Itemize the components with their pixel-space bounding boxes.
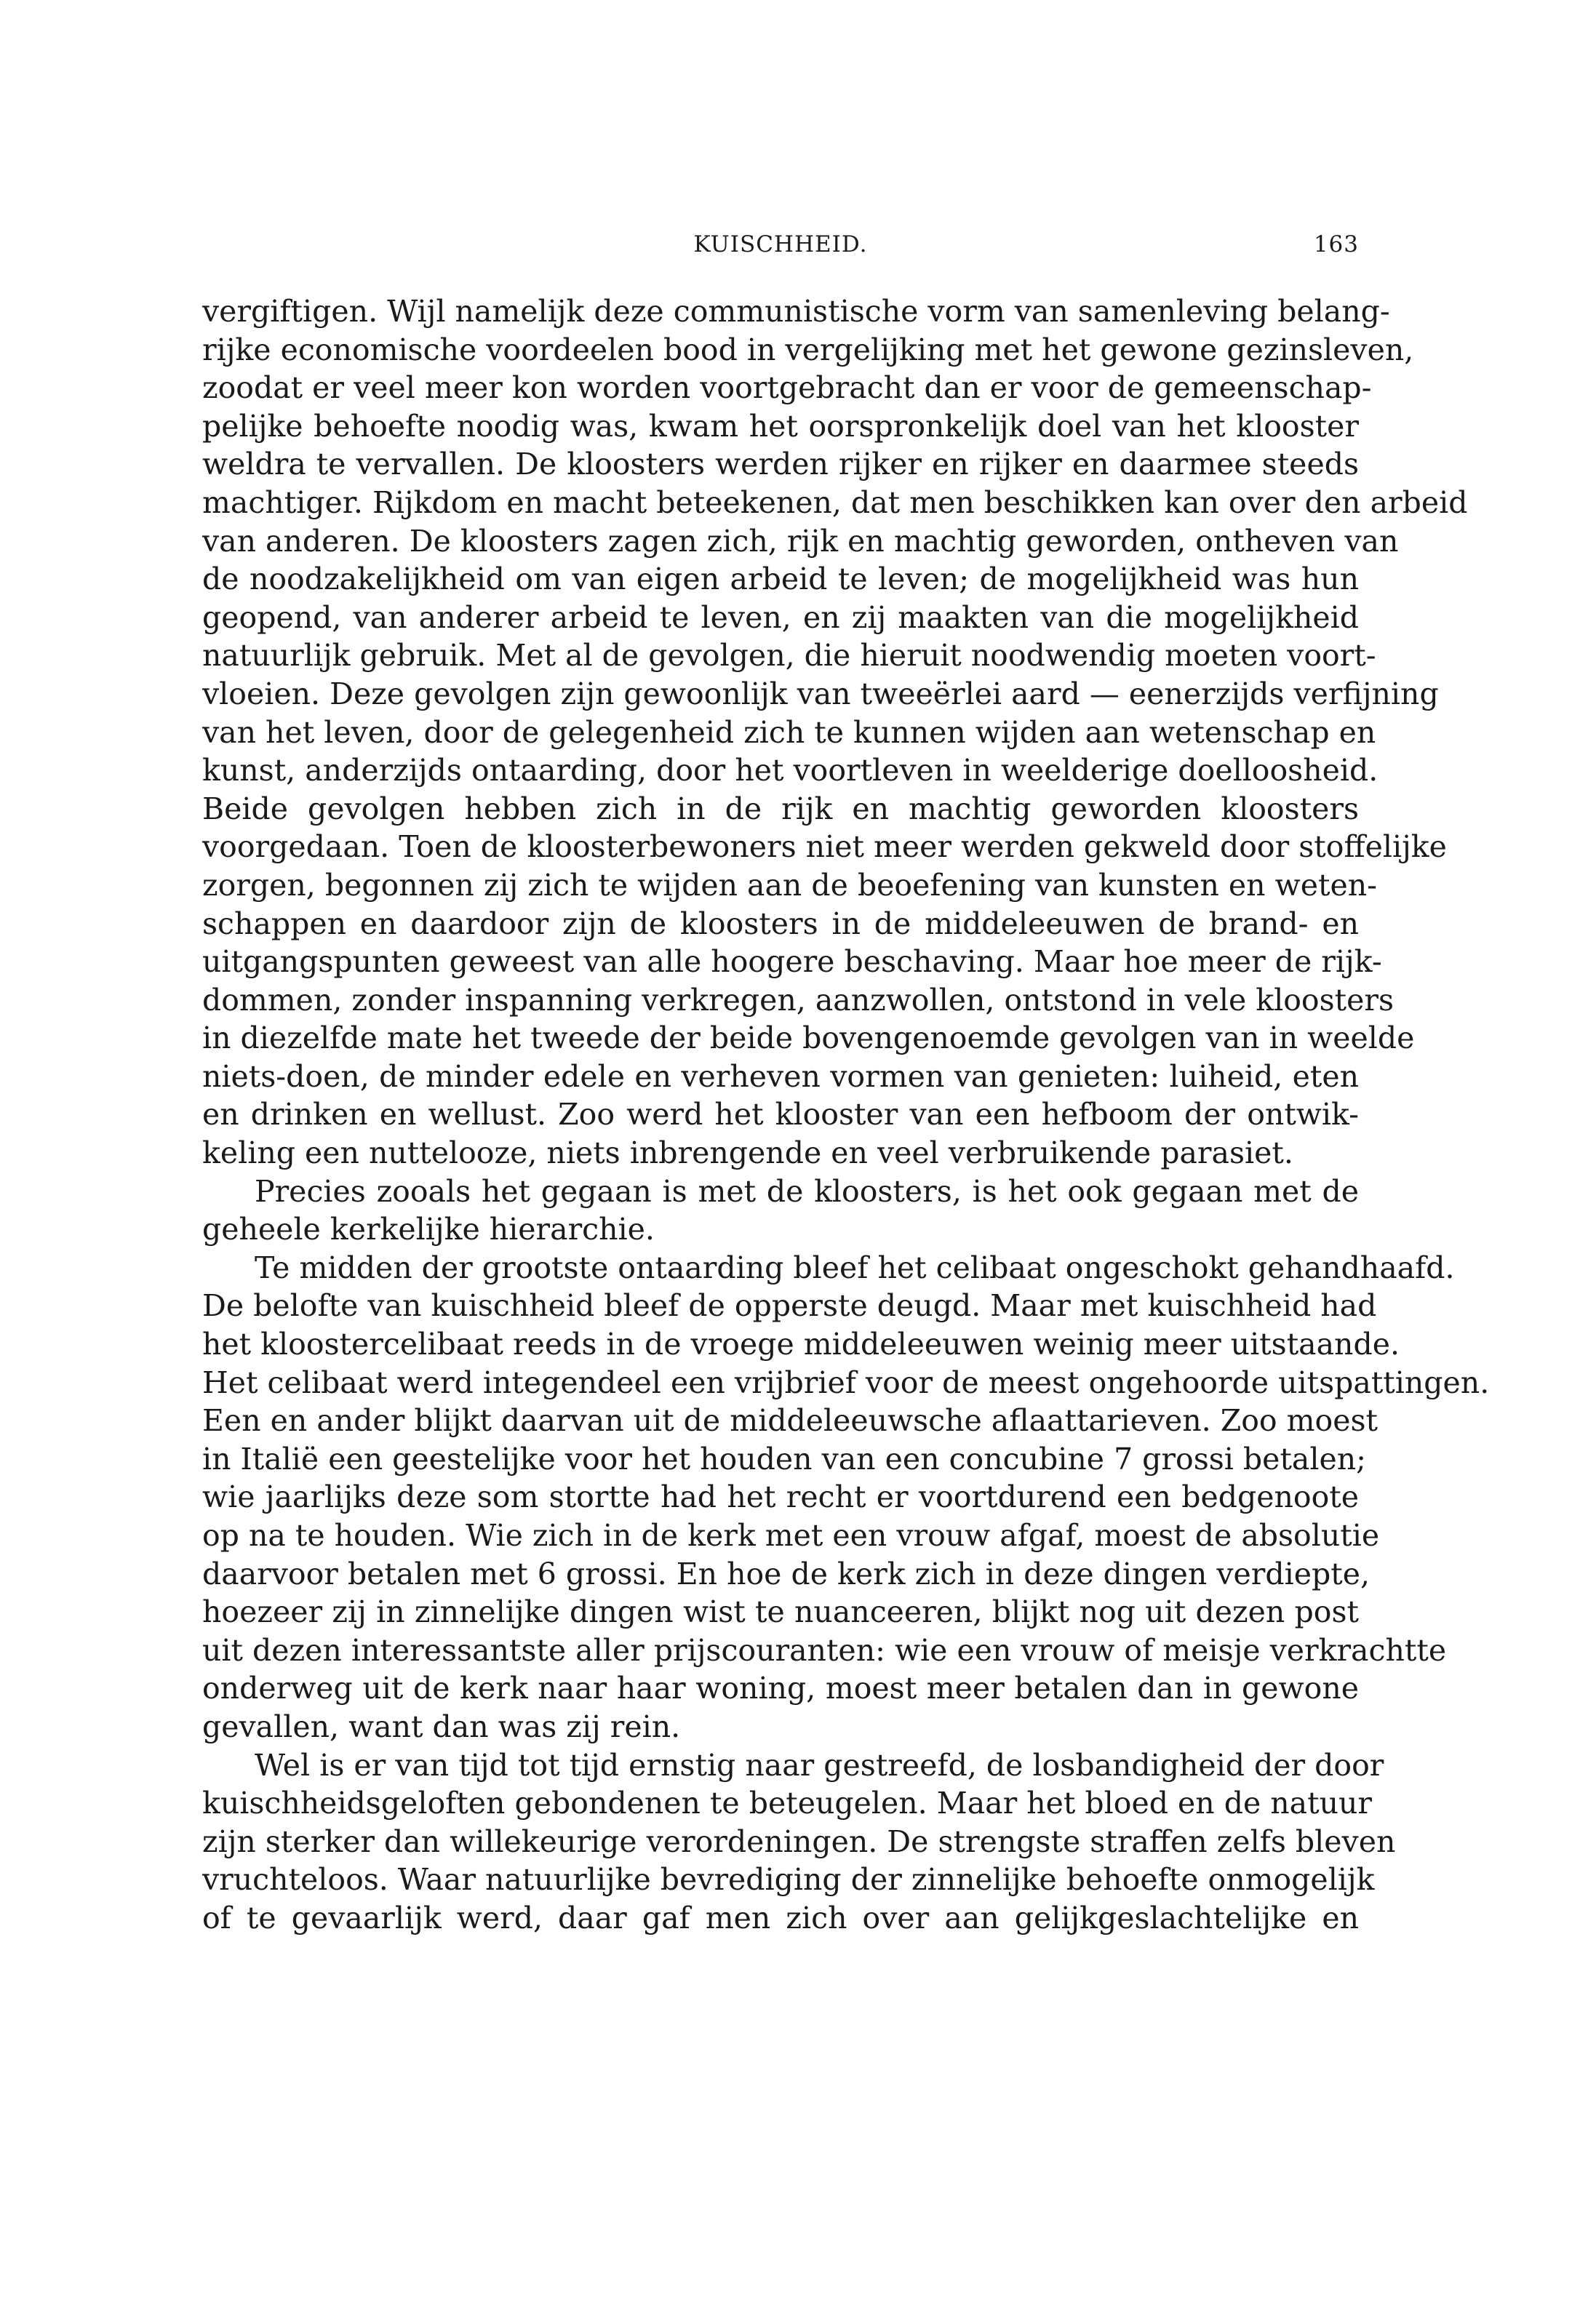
text-line: zijn sterker dan willekeurige verordeningen. De strengste straffen zelfs bleven bbox=[202, 1823, 1396, 1859]
text-line: uit dezen interessantste aller prijscouranten: wie een vrouw of meisje verkrachtte bbox=[202, 1632, 1447, 1668]
text-line: vloeien. Deze gevolgen zijn gewoonlijk van tweeërlei aard — eenerzijds verfijning bbox=[202, 676, 1439, 711]
text-line: wie jaarlijks deze som stortte had het recht er voortdurend een bedgenoote bbox=[202, 1479, 1359, 1515]
text-line: Beide gevolgen hebben zich in de rijk en machtig geworden kloosters bbox=[202, 791, 1359, 826]
text-line: of te gevaarlijk werd, daar gaf men zich over aan gelijkgeslachtelijke en bbox=[202, 1900, 1359, 1936]
text-line: pelijke behoefte noodig was, kwam het oorspronkelijk doel van het klooster bbox=[202, 408, 1359, 444]
text-line: uitgangspunten geweest van alle hoogere beschaving. Maar hoe meer de rijk- bbox=[202, 944, 1382, 980]
running-head bbox=[202, 231, 1359, 268]
text-line: niets-doen, de minder edele en verheven vormen van genieten: luiheid, eten bbox=[202, 1058, 1359, 1094]
text-line: natuurlijk gebruik. Met al de gevolgen, die hieruit noodwendig moeten voort- bbox=[202, 638, 1376, 674]
text-line: geheele kerkelijke hierarchie. bbox=[202, 1212, 655, 1247]
text-line: op na te houden. Wie zich in de kerk met een vrouw afgaf, moest de absolutie bbox=[202, 1518, 1380, 1553]
text-line: dommen, zonder inspanning verkregen, aanzwollen, ontstond in vele kloosters bbox=[202, 982, 1394, 1018]
running-title: KUISCHHEID. bbox=[693, 231, 868, 257]
text-line: rijke economische voordeelen bood in vergelijking met het gewone gezinsleven, bbox=[202, 332, 1414, 367]
text-line: in Italië een geestelijke voor het houden van een concubine 7 grossi betalen; bbox=[202, 1441, 1366, 1477]
text-line: kuischheidsgeloften gebondenen te beteugelen. Maar het bloed en de natuur bbox=[202, 1786, 1372, 1821]
text-line: daarvoor betalen met 6 grossi. En hoe de kerk zich in deze dingen verdiepte, bbox=[202, 1556, 1370, 1591]
page-number: 163 bbox=[1313, 231, 1359, 257]
text-line: De belofte van kuischheid bleef de opperste deugd. Maar met kuischheid had bbox=[202, 1288, 1377, 1324]
text-line: kunst, anderzijds ontaarding, door het voortleven in weelderige doelloosheid. bbox=[202, 753, 1378, 788]
text-line: in diezelfde mate het tweede der beide bovengenoemde gevolgen van in weelde bbox=[202, 1020, 1415, 1056]
text-line: onderweg uit de kerk naar haar woning, moest meer betalen dan in gewone bbox=[202, 1671, 1359, 1706]
text-line: Te midden der grootste ontaarding bleef het celibaat ongeschokt gehandhaafd. bbox=[255, 1250, 1455, 1285]
text-line: Een en ander blijkt daarvan uit de middeleeuwsche aflaattarieven. Zoo moest bbox=[202, 1403, 1378, 1439]
text-line: voorgedaan. Toen de kloosterbewoners niet meer werden gekweld door stoffelijke bbox=[202, 829, 1447, 865]
text-line: Het celibaat werd integendeel een vrijbrief voor de meest ongehoorde uitspattingen. bbox=[202, 1365, 1490, 1400]
text-line: Precies zooals het gegaan is met de kloosters, is het ook gegaan met de bbox=[255, 1173, 1359, 1209]
text-line: keling een nuttelooze, niets inbrengende en veel verbruikende parasiet. bbox=[202, 1135, 1293, 1171]
text-line: zoodat er veel meer kon worden voortgebracht dan er voor de gemeenschap- bbox=[202, 370, 1372, 406]
text-line: geopend, van anderer arbeid te leven, en zij maakten van die mogelijkheid bbox=[202, 599, 1359, 635]
text-line: van anderen. De kloosters zagen zich, rijk en machtig geworden, ontheven van bbox=[202, 523, 1399, 559]
text-line: zorgen, begonnen zij zich te wijden aan de beoefening van kunsten en weten- bbox=[202, 867, 1377, 903]
text-line: Wel is er van tijd tot tijd ernstig naar gestreefd, de losbandigheid der door bbox=[255, 1747, 1384, 1783]
body-text bbox=[202, 292, 1490, 1938]
text-line: weldra te vervallen. De kloosters werden rijker en rijker en daarmee steeds bbox=[202, 447, 1359, 482]
text-line: vergiftigen. Wijl namelijk deze communistische vorm van samenleving belang- bbox=[202, 294, 1390, 329]
text-line: de noodzakelijkheid om van eigen arbeid te leven; de mogelijkheid was hun bbox=[202, 562, 1359, 597]
text-line: vruchteloos. Waar natuurlijke bevrediging der zinnelijke behoefte onmogelijk bbox=[202, 1862, 1375, 1898]
text-line: hoezeer zij in zinnelijke dingen wist te nuanceeren, blijkt nog uit dezen post bbox=[202, 1594, 1359, 1630]
text-line: en drinken en wellust. Zoo werd het klooster van een hefboom der ontwik- bbox=[202, 1097, 1359, 1132]
text-line: het kloostercelibaat reeds in de vroege middeleeuwen weinig meer uitstaande. bbox=[202, 1327, 1400, 1362]
text-line: gevallen, want dan was zij rein. bbox=[202, 1709, 681, 1744]
text-line: machtiger. Rijkdom en macht beteekenen, dat men beschikken kan over den arbeid bbox=[202, 484, 1468, 520]
text-line: van het leven, door de gelegenheid zich te kunnen wijden aan wetenschap en bbox=[202, 714, 1376, 750]
text-line: schappen en daardoor zijn de kloosters in de middeleeuwen de brand- en bbox=[202, 906, 1359, 941]
